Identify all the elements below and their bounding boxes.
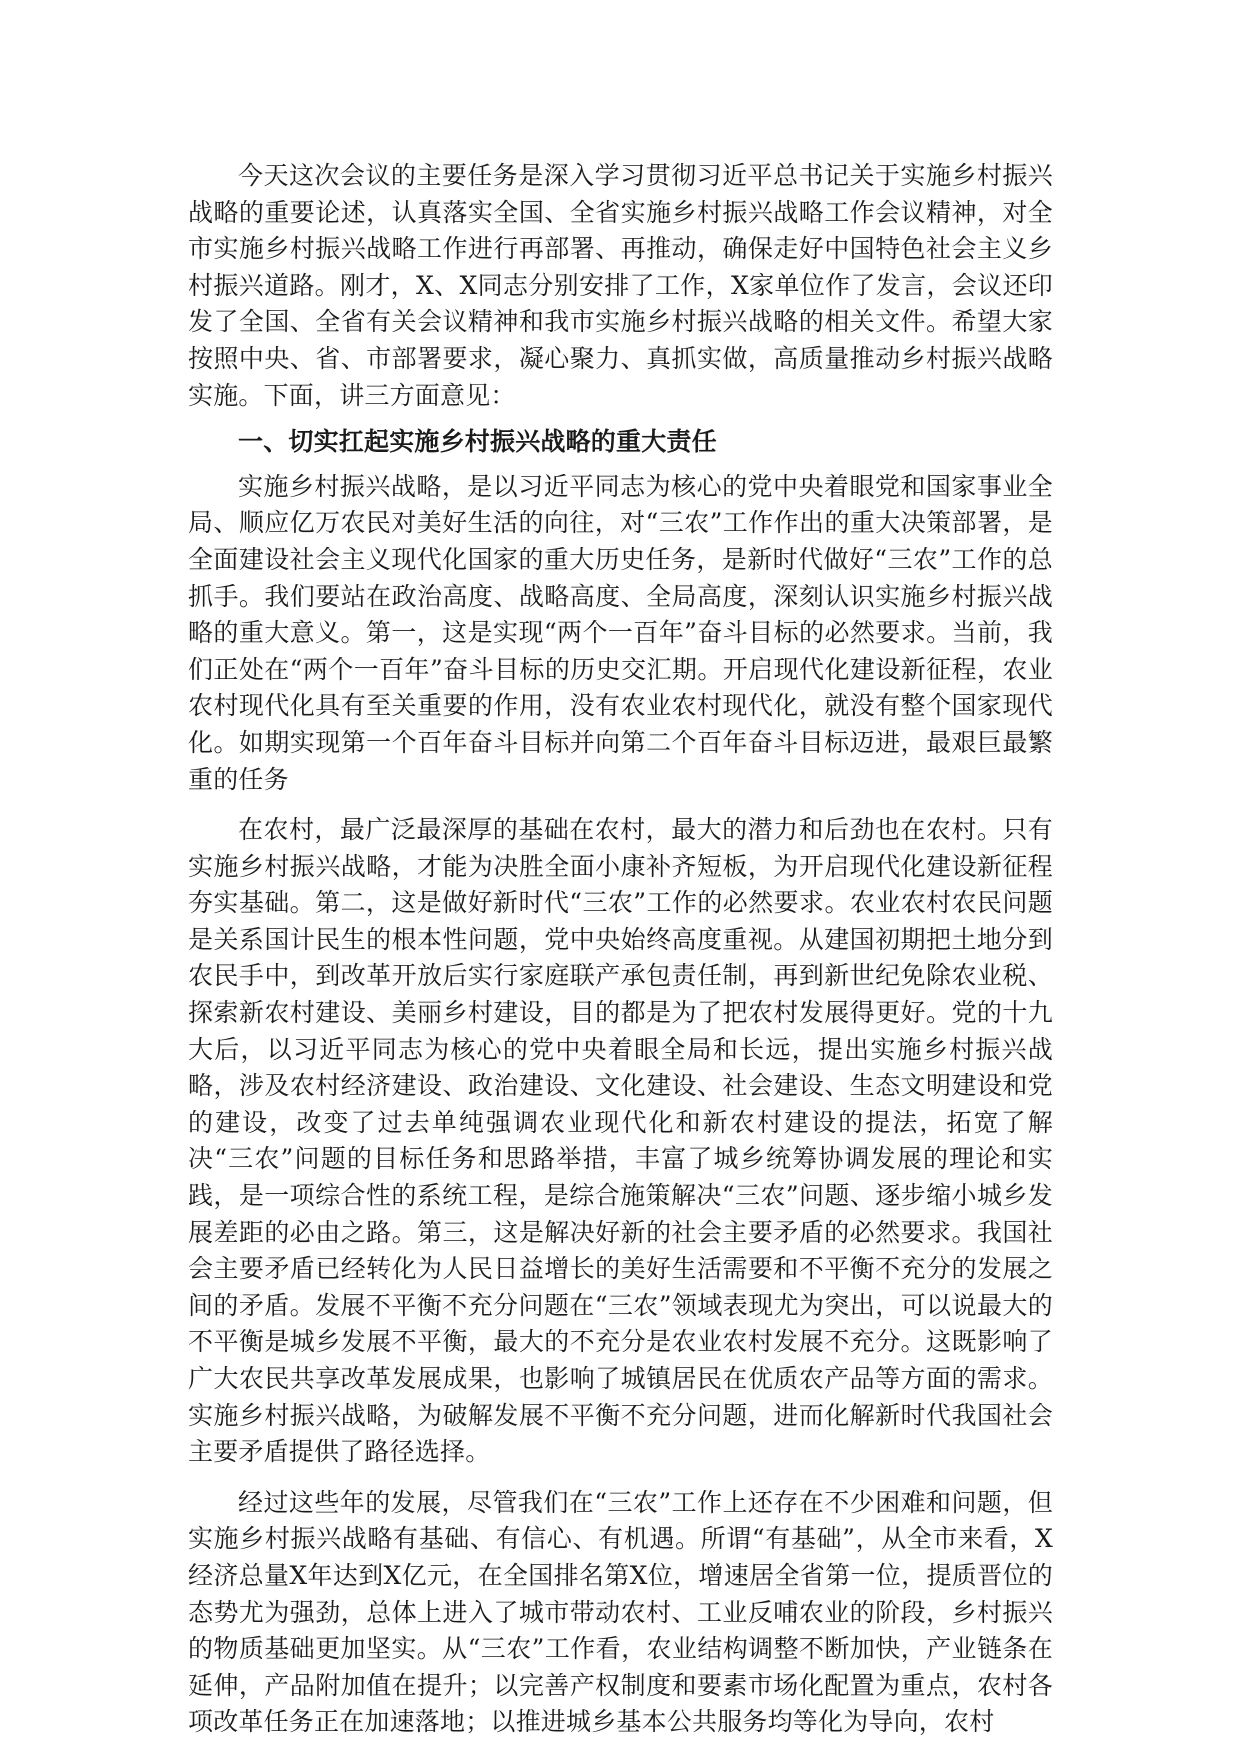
body-paragraph: 实施乡村振兴战略，是以习近平同志为核心的党中央着眼党和国家事业全局、顺应亿万农民对美好生活的向往，对“三农”工作作出的重大决策部署，是全面建设社会主义现代化国家的重大历史任务，是新时代做好“三农”工作的总抓手。我们要站在政治高度、战略高度、全局高度，深刻认识实施乡村振兴战略的重大意义。第一，这是实现“两个一百年”奋斗目标的必然要求。当前，我们正处在“两个一百年”奋斗目标的历史交汇期。开启现代化建设新征程，农业农村现代化具有至关重要的作用，没有农业农村现代化，就没有整个国家现代化。如期实现第一个百年奋斗目标并向第二个百年奋斗目标迈进，最艰巨最繁重的任务 [188,471,1053,794]
intro-paragraph: 今天这次会议的主要任务是深入学习贯彻习近平总书记关于实施乡村振兴战略的重要论述，认真落实全国、全省实施乡村振兴战略工作会议精神，对全市实施乡村振兴战略工作进行再部署、再推动，确保走好中国特色社会主义乡村振兴道路。刚才，X、X同志分别安排了工作，X家单位作了发言，会议还印发了全国、全省有关会议精神和我市实施乡村振兴战略的相关文件。希望大家按照中央、省、市部署要求，凝心聚力、真抓实做，高质量推动乡村振兴战略实施。下面，讲三方面意见： [188,161,1053,410]
section-heading: 一、切实扛起实施乡村振兴战略的重大责任 [238,427,717,457]
body-paragraph: 经过这些年的发展，尽管我们在“三农”工作上还存在不少困难和问题，但实施乡村振兴战略有基础、有信心、有机遇。所谓“有基础”，从全市来看，X经济总量X年达到X亿元，在全国排名第X位，增速居全省第一位，提质晋位的态势尤为强劲，总体上进入了城市带动农村、工业反哺农业的阶段，乡村振兴的物质基础更加坚实。从“三农”工作看，农业结构调整不断加快，产业链条在延伸，产品附加值在提升；以完善产权制度和要素市场化配置为重点，农村各项改革任务正在加速落地；以推进城乡基本公共服务均等化为导向，农村 [188,1487,1053,1737]
document-body [188,158,1053,1741]
body-paragraph: 在农村，最广泛最深厚的基础在农村，最大的潜力和后劲也在农村。只有实施乡村振兴战略，才能为决胜全面小康补齐短板，为开启现代化建设新征程夯实基础。第二，这是做好新时代“三农”工作的必然要求。农业农村农民问题是关系国计民生的根本性问题，党中央始终高度重视。从建国初期把土地分到农民手中，到改革开放后实行家庭联产承包责任制，再到新世纪免除农业税、探索新农村建设、美丽乡村建设，目的都是为了把农村发展得更好。党的十九大后，以习近平同志为核心的党中央着眼全局和长远，提出实施乡村振兴战略，涉及农村经济建设、政治建设、文化建设、社会建设、生态文明建设和党的建设，改变了过去单纯强调农业现代化和新农村建设的提法，拓宽了解决“三农”问题的目标任务和思路举措，丰富了城乡统筹协调发展的理论和实践，是一项综合性的系统工程，是综合施策解决“三农”问题、逐步缩小城乡发展差距的必由之路。第三，这是解决好新的社会主要矛盾的必然要求。我国社会主要矛盾已经转化为人民日益增长的美好生活需要和不平衡不充分的发展之间的矛盾。发展不平衡不充分问题在“三农”领域表现尤为突出，可以说最大的不平衡是城乡发展不平衡，最大的不充分是农业农村发展不充分。这既影响了广大农民共享改革发展成果，也影响了城镇居民在优质农产品等方面的需求。实施乡村振兴战略，为破解发展不平衡不充分问题，进而化解新时代我国社会主要矛盾提供了路径选择。 [188,815,1053,1467]
